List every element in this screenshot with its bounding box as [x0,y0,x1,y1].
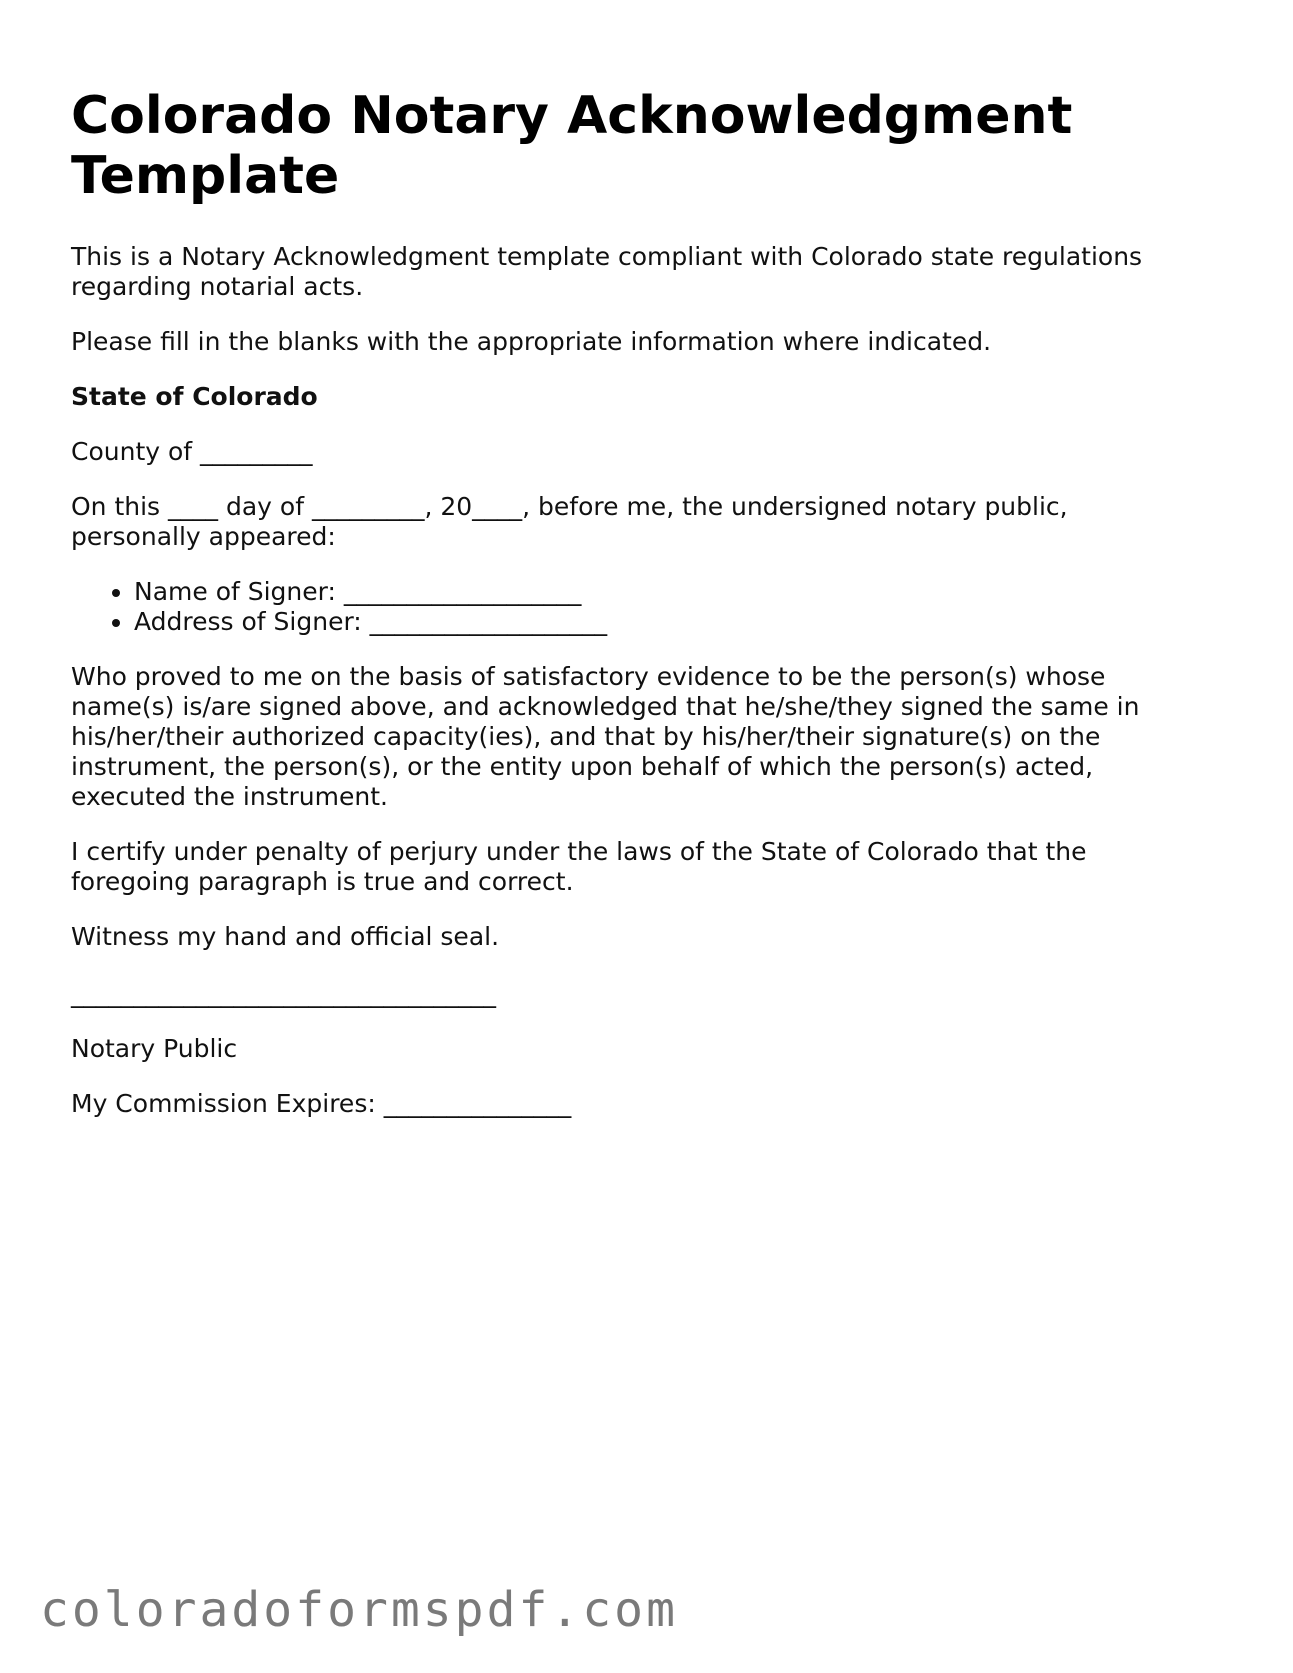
signer-address-field: • Address of Signer: ___________________ [134,607,1191,637]
instructions-paragraph: Please fill in the blanks with the appropriate information where indicated. [71,327,992,356]
notary-public-label: Notary Public [71,1034,238,1063]
state-heading: State of Colorado [71,382,318,411]
date-line: On this ____ day of _________, 20____, before me, the undersigned notary public, personally appeared: [71,492,1068,551]
document-page [71,86,1191,1144]
commission-expires-line: My Commission Expires: _______________ [71,1089,572,1118]
intro-paragraph: This is a Notary Acknowledgment template compliant with Colorado state regulations regarding notarial acts. [71,242,1143,301]
county-line: County of _________ [71,437,313,466]
signer-fields-list [71,577,1191,637]
signer-name-field: • Name of Signer: ___________________ [134,577,1191,607]
site-watermark: coloradoformspdf.com [40,1582,678,1638]
evidence-paragraph: Who proved to me on the basis of satisfactory evidence to be the person(s) whose name(s) is/are signed above, and acknowledged that he/she/they signed the same in his/her/their authorized capacity(ies), and that by his/her/their signature(s) on the instrument, the person(s), or the entity upon behalf of which the person(s) acted, executed the instrument. [71,662,1140,811]
witness-line: Witness my hand and official seal. [71,922,500,951]
page-title: Colorado Notary Acknowledgment Template [71,86,1073,206]
certification-paragraph: I certify under penalty of perjury under the laws of the State of Colorado that the foregoing paragraph is true and correct. [71,837,1087,896]
signature-line: __________________________________ [71,979,496,1008]
